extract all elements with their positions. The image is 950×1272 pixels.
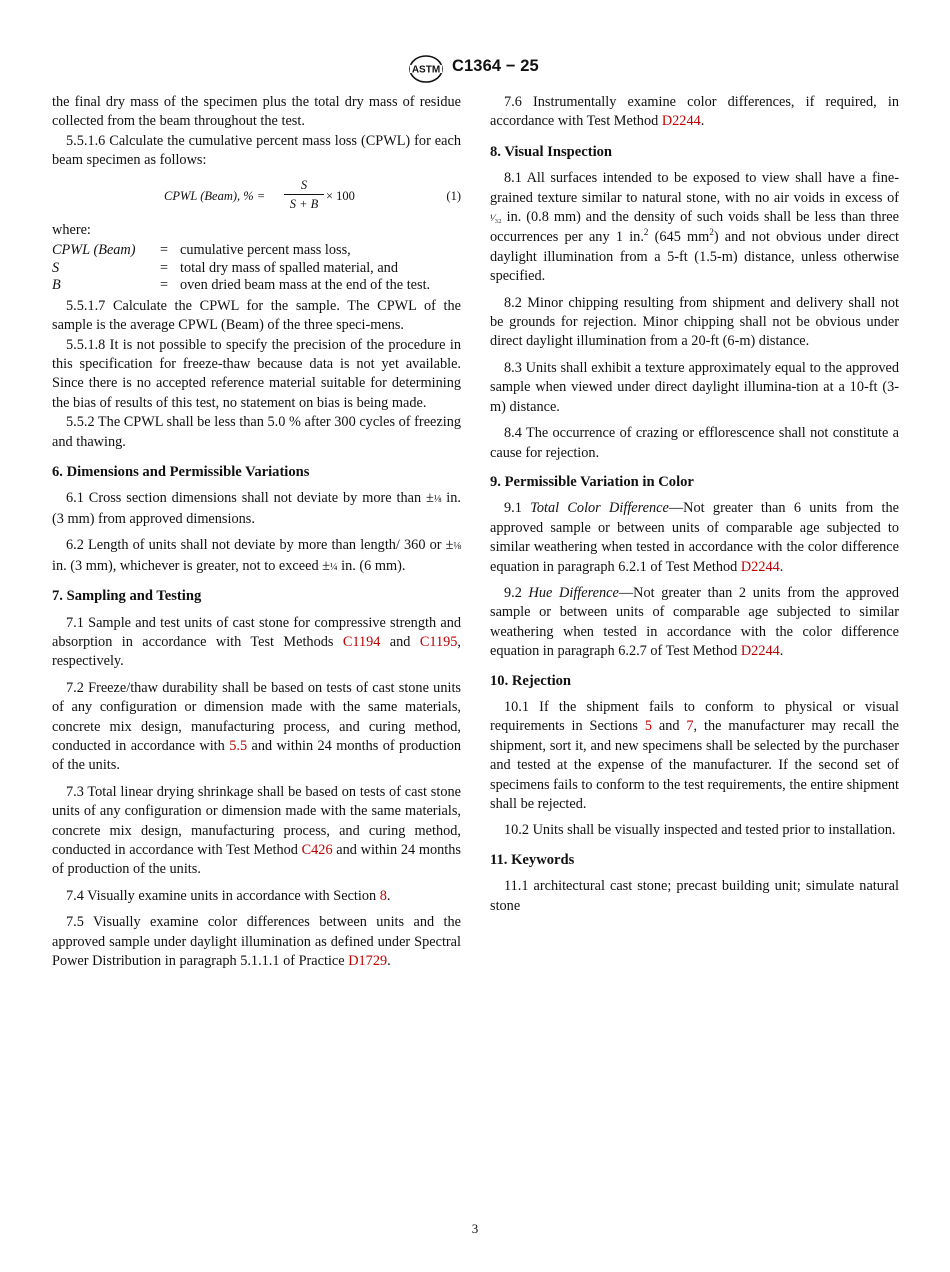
paragraph-11-1: 11.1 architectural cast stone; precast building unit; simulate natural stone xyxy=(490,878,899,914)
definition-row xyxy=(52,277,461,295)
definition-text: total dry mass of spalled material, and xyxy=(180,259,398,276)
paragraph-8-4: 8.4 The occurrence of crazing or efflorescence shall not constitute a cause for rejection. xyxy=(490,425,899,461)
paragraph-8-2: 8.2 Minor chipping resulting from shipment and delivery shall not be grounds for rejection. Minor chipping shall not be obvious under direct daylight illumination from a 20-ft (6-m) distance. xyxy=(490,294,899,350)
paragraph-5-5-1-6: 5.5.1.6 Calculate the cumulative percent mass loss (CPWL) for each beam specimen as follows: xyxy=(52,132,461,169)
paragraph-9-2: 9.2 Hue Difference—Not greater than 2 units from the approved sample or between units of comparable age subjected to similar weathering when tested in accordance with the color difference equation in paragraph 6.2.7 of Test Method D2244. xyxy=(490,584,899,660)
astm-logo-icon xyxy=(408,54,444,84)
where-label: where: xyxy=(52,221,91,238)
link-d2244[interactable]: D2244 xyxy=(740,643,780,660)
section-11-title: 11. Keywords xyxy=(490,851,575,868)
section-9-title: 9. Permissible Variation in Color xyxy=(490,473,694,490)
section-6-title: 6. Dimensions and Permissible Variations xyxy=(52,464,310,481)
paragraph-10-2: 10.2 Units shall be visually inspected and tested prior to installation. xyxy=(504,822,896,839)
equation-lhs: CPWL (Beam), % = xyxy=(164,188,266,203)
link-c1194[interactable]: C1194 xyxy=(342,633,381,650)
definition-row xyxy=(52,260,461,278)
paragraph-7-5: 7.5 Visually examine color differences between units and the approved sample under daylight illumination as defined under Spectral Power Distribution in paragraph 5.1.1.1 of Practice D1729. xyxy=(52,914,461,969)
definition-row xyxy=(52,242,461,260)
page-header xyxy=(0,54,950,84)
paragraph-6-2: 6.2 Length of units shall not deviate by more than length/ 360 or ±⅛ in. (3 mm), whichever is greater, not to exceed ±¼ in. (6 mm). xyxy=(52,537,461,574)
logo-text: ASTM xyxy=(411,64,441,76)
definition-term: S xyxy=(52,259,60,276)
paragraph-9-1: 9.1 Total Color Difference—Not greater than 6 units from the approved sample or between units of comparable age subjected to similar weathering when tested in accordance with the color difference equation in paragraph 6.2.1 of Test Method D2244. xyxy=(490,500,899,575)
paragraph-8-3: 8.3 Units shall exhibit a texture approximately equal to the approved sample when viewed under direct daylight illumina-tion at a 10-ft (3-m) distance. xyxy=(490,359,899,415)
paragraph-7-1: 7.1 Sample and test units of cast stone for compressive strength and absorption in accordance with Test Methods C1194 and C1195, respectively. xyxy=(52,614,461,670)
definition-equals: = xyxy=(160,277,169,294)
equation-numerator: S xyxy=(300,177,308,192)
link-c426[interactable]: C426 xyxy=(301,841,333,858)
paragraph-5-5-1-8: 5.5.1.8 It is not possible to specify the precision of the procedure in this specification for freeze-thaw because data is not yet available. Since there is no accepted reference material suitable for determining the bias of results of this test, no statement on bias is being made. xyxy=(52,336,461,411)
section-8-title: 8. Visual Inspection xyxy=(490,143,613,160)
definitions-list xyxy=(52,242,461,295)
paragraph-7-2: 7.2 Freeze/thaw durability shall be based on tests of cast stone units of any configuration or dimension made with the same materials, concrete mix design, manufacturing process, and curing method, conducted in accordance with 5.5 and within 24 months of production of the units. xyxy=(52,679,461,774)
link-section-7[interactable]: 7 xyxy=(686,718,694,735)
link-d2244[interactable]: D2244 xyxy=(740,558,780,575)
equation-denominator: S + B xyxy=(289,196,319,211)
paragraph-5-5-2: 5.5.2 The CPWL shall be less than 5.0 % after 300 cycles of freezing and thawing. xyxy=(52,414,461,450)
definition-text: oven dried beam mass at the end of the test. xyxy=(180,277,431,294)
paragraph-7-4: 7.4 Visually examine units in accordance with Section 8. xyxy=(66,887,391,904)
left-column xyxy=(52,93,461,978)
link-section-5-5[interactable]: 5.5 xyxy=(229,737,248,754)
page-number: 3 xyxy=(471,1221,479,1236)
paragraph-5-5-1-7: 5.5.1.7 Calculate the CPWL for the sample. The CPWL of the sample is the average CPWL (Beam) of the three speci-mens. xyxy=(52,297,461,334)
document-id: C1364 − 25 xyxy=(452,57,539,75)
definition-term: B xyxy=(52,277,61,294)
right-column xyxy=(490,93,899,916)
link-d1729[interactable]: D1729 xyxy=(348,953,388,969)
paragraph-continuation: the final dry mass of the specimen plus the total dry mass of residue collected from the beam throughout the test. xyxy=(52,94,461,130)
link-section-5[interactable]: 5 xyxy=(644,718,652,735)
equation-number: (1) xyxy=(446,188,461,203)
link-c1195[interactable]: C1195 xyxy=(419,633,458,650)
paragraph-7-6: 7.6 Instrumentally examine color differences, if required, in accordance with Test Method D2244. xyxy=(490,94,899,130)
equation-1 xyxy=(52,177,461,217)
equation-fraction xyxy=(284,177,324,212)
link-section-8[interactable]: 8 xyxy=(379,887,387,904)
definition-text: cumulative percent mass loss, xyxy=(180,242,351,259)
section-7-title: 7. Sampling and Testing xyxy=(52,588,202,605)
paragraph-6-1: 6.1 Cross section dimensions shall not deviate by more than ±⅛ in. (3 mm) from approved dimensions. xyxy=(52,490,461,527)
definition-term: CPWL (Beam) xyxy=(52,242,136,259)
definition-equals: = xyxy=(160,242,169,259)
section-10-title: 10. Rejection xyxy=(490,672,572,689)
paragraph-7-3: 7.3 Total linear drying shrinkage shall be based on tests of cast stone units of any configuration or dimension made with the same materials, concrete mix design, manufacturing process, and curing method, conducted in accordance with Test Method C426 and within 24 months of production of the units. xyxy=(52,783,461,878)
link-d2244[interactable]: D2244 xyxy=(661,113,701,130)
definition-equals: = xyxy=(160,259,169,276)
paragraph-8-1: 8.1 All surfaces intended to be exposed to view shall have a fine-grained texture similar to natural stone, with no air voids in excess of ¹⁄₃₂ in. (0.8 mm) and the density of such voids shall be less than three occurrences per any 1 in.$^2$ (645 $mm^2$) and not obvious under direct daylight illumination from a 5-ft (1.5-m) distance, unless otherwise specified. xyxy=(490,170,899,285)
equation-rhs: × 100 xyxy=(326,188,355,203)
paragraph-10-1: 10.1 If the shipment fails to conform to physical or visual requirements in Sections 5 and 7, the manufacturer may recall the shipment, sort it, and new specimens shall be selected by the purchaser and tested at the expense of the manufacturer. If the second set of specimens fails to conform to the test requirements, the entire shipment shall be rejected. xyxy=(490,698,899,812)
